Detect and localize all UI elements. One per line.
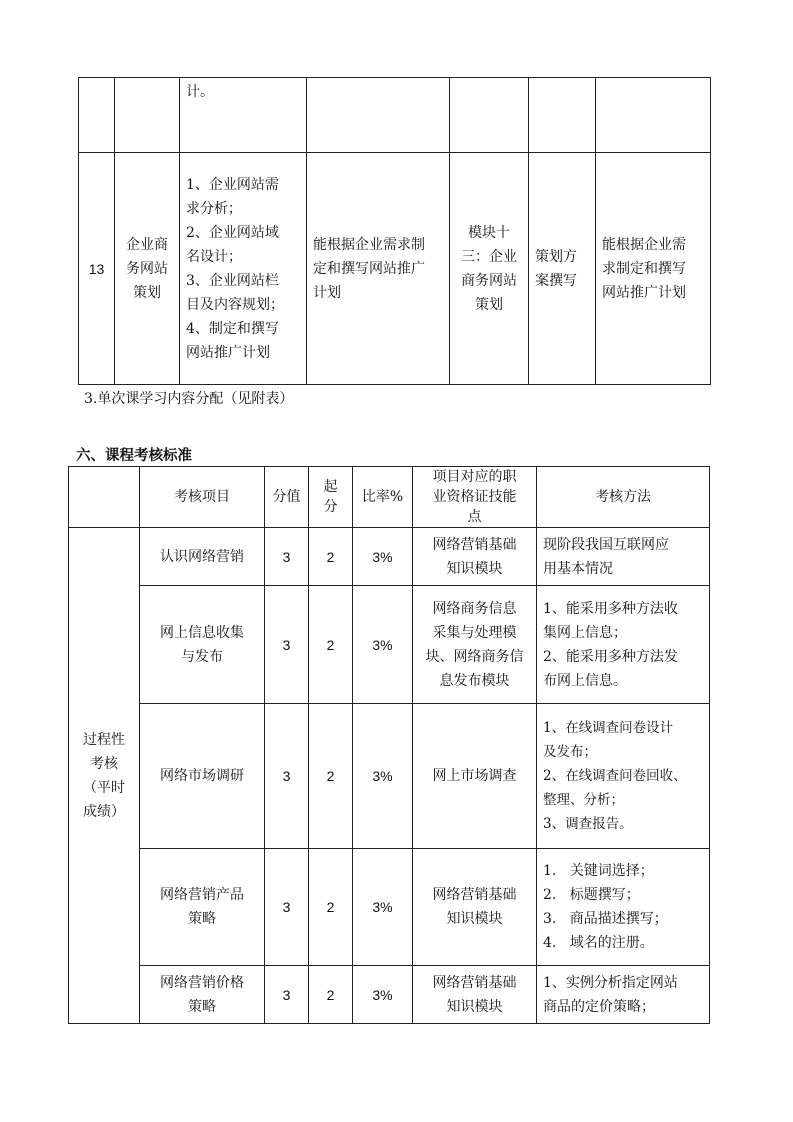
start-cell: 2: [309, 704, 353, 849]
section-heading: 六、课程考核标准: [76, 447, 192, 464]
header-skill: 项目对应的职 业资格证技能 点: [432, 469, 517, 525]
objective-cell: 能根据企业需求制 定和撰写网站推广 计划: [313, 236, 425, 301]
skill-cell: 网络营销基础 知识模块: [432, 536, 517, 577]
header-method: 考核方法: [537, 467, 710, 528]
ability-cell: 能根据企业需 求制定和撰写 网站推广计划: [602, 236, 686, 301]
module-name-cell: 企业商 务网站 策划: [126, 236, 168, 301]
task-cell: 策划方 案撰写: [535, 248, 577, 289]
skill-cell: 网络营销基础 知识模块: [432, 974, 517, 1015]
header-score: 分值: [265, 467, 309, 528]
table-row: [69, 704, 710, 849]
score-cell: 3: [265, 849, 309, 966]
ratio-cell: 3%: [353, 849, 413, 966]
ratio-cell: 3%: [353, 528, 413, 586]
curriculum-table: [78, 77, 711, 385]
method-cell: 1. 关键词选择； 2. 标题撰写； 3. 商品描述撰写； 4. 域名的注册。: [543, 863, 668, 951]
method-cell: 现阶段我国互联网应 用基本情况: [543, 536, 669, 577]
category-cell: 过程性 考核 （平时 成绩）: [83, 731, 125, 820]
header-ratio: 比率%: [353, 467, 413, 528]
score-cell: 3: [265, 528, 309, 586]
start-cell: 2: [309, 966, 353, 1024]
skill-cell: 网络营销基础 知识模块: [432, 887, 517, 927]
method-cell: 1、在线调查问卷设计 及发布； 2、在线调查问卷回收、 整理、分析； 3、调查报告。: [543, 720, 687, 832]
header-item: 考核项目: [140, 467, 265, 528]
ratio-cell: 3%: [353, 586, 413, 704]
item-cell: 认识网络营销: [140, 528, 265, 586]
table-row: [79, 78, 711, 153]
score-cell: 3: [265, 704, 309, 849]
table-row: [69, 966, 710, 1024]
header-start: 起 分: [323, 479, 338, 515]
start-cell: 2: [309, 586, 353, 704]
content-cell: 计。: [186, 84, 214, 100]
score-cell: 3: [265, 586, 309, 704]
item-cell: 网上信息收集 与发布: [160, 624, 244, 665]
assessment-table: [68, 466, 710, 1024]
table-row: [79, 153, 711, 385]
item-cell: 网络营销价格 策略: [160, 974, 244, 1015]
content-cell: 1、企业网站需 求分析； 2、企业网站域 名设计； 3、企业网站栏 目及内容规划； 4、制定和撰写 网站推广计划: [186, 176, 284, 361]
note-text: 3.单次课学习内容分配（见附表）: [84, 391, 294, 407]
table-row: [69, 528, 710, 586]
item-cell: 网络市场调研: [140, 704, 265, 849]
table-header-row: [69, 467, 710, 528]
row-number: 13: [79, 153, 115, 385]
start-cell: 2: [309, 528, 353, 586]
score-cell: 3: [265, 966, 309, 1024]
skill-cell: 网上市场调查: [432, 768, 517, 784]
ratio-cell: 3%: [353, 966, 413, 1024]
method-cell: 1、实例分析指定网站 商品的定价策略；: [543, 974, 678, 1015]
table-row: [69, 849, 710, 966]
skill-cell: 网络商务信息 采集与处理模 块、网络商务信 息发布模块: [425, 600, 524, 689]
method-cell: 1、能采用多种方法收 集网上信息； 2、能采用多种方法发 布网上信息。: [543, 600, 678, 689]
table-row: [69, 586, 710, 704]
start-cell: 2: [309, 849, 353, 966]
item-cell: 网络营销产品 策略: [160, 887, 244, 927]
module-ref-cell: 模块十 三：企业 商务网站 策划: [461, 224, 517, 313]
ratio-cell: 3%: [353, 704, 413, 849]
